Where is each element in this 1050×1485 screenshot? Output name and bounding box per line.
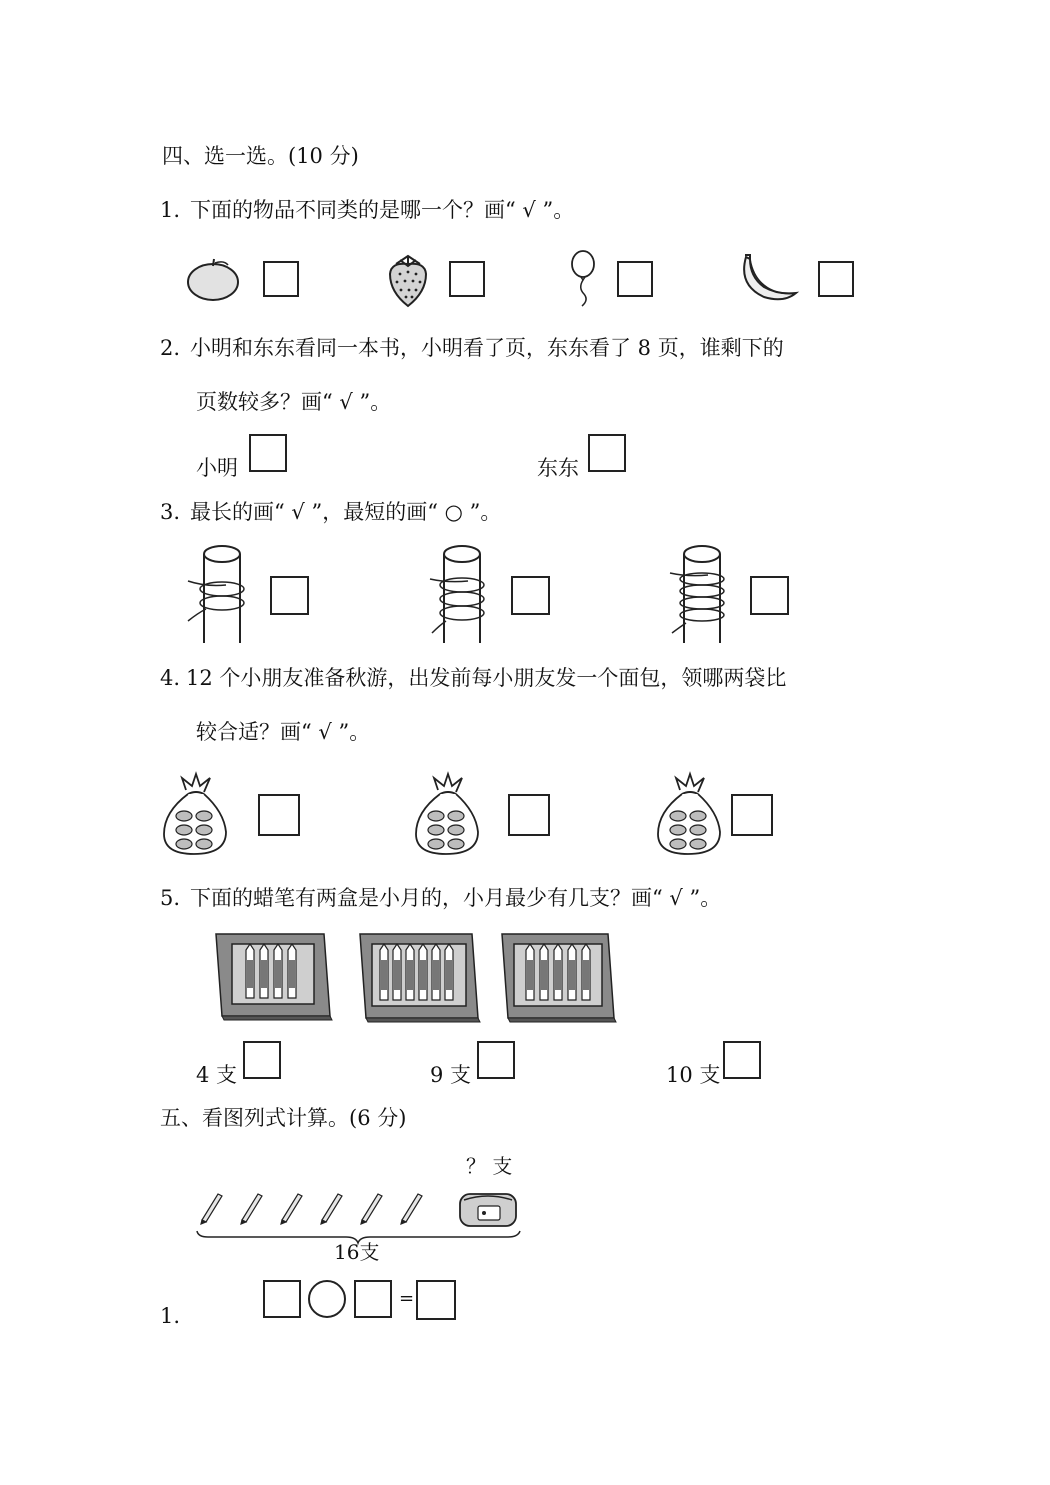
q5-option-4: 4 支 (196, 1063, 238, 1087)
crayon-box-5-icon (500, 932, 618, 1024)
q5-number: 5. (160, 886, 181, 910)
answer-box-2[interactable] (354, 1280, 392, 1318)
q4-checkbox-1[interactable] (258, 794, 300, 836)
q3-number: 3. (160, 500, 181, 524)
q4-checkbox-2[interactable] (508, 794, 550, 836)
section-5-heading: 五、看图列式计算。(6 分) (160, 1106, 407, 1130)
q2-option-dongdong: 东东 (537, 456, 579, 480)
q5-text: 下面的蜡笔有两盒是小月的，小月最少有几支？画“ √ ”。 (190, 886, 722, 910)
section-4-heading: 四、选一选。(10 分) (162, 144, 359, 168)
q4-number: 4. (160, 666, 181, 690)
s5-q1-number: 1. (160, 1304, 181, 1328)
answer-box-result[interactable] (416, 1280, 456, 1320)
q3-checkbox-1[interactable] (270, 576, 309, 615)
q4-text-line1: 12 个小朋友准备秋游，出发前每小朋友发一个面包，领哪两袋比 (186, 666, 787, 690)
q1-checkbox-balloon[interactable] (617, 261, 653, 297)
crayon-box-6-icon (358, 932, 482, 1024)
cylinder-2-wraps-icon (186, 543, 250, 645)
bread-bag-icon (654, 772, 724, 858)
q5-option-9: 9 支 (430, 1063, 472, 1087)
q5-option-10: 10 支 (666, 1063, 721, 1087)
q1-text: 下面的物品不同类的是哪一个？画“ √ ”。 (190, 198, 575, 222)
cylinder-4-wraps-icon (668, 543, 732, 645)
q5-checkbox-10[interactable] (723, 1041, 761, 1079)
bread-bag-icon (412, 772, 482, 858)
q2-text-line2: 页数较多？画“ √ ”。 (196, 390, 392, 414)
cylinder-3-wraps-icon (428, 543, 492, 645)
q2-option-xiaoming: 小明 (196, 456, 238, 480)
question-mark-label: ？ 支 (466, 1154, 513, 1178)
q2-number: 2. (160, 336, 181, 360)
q2-text-line1: 小明和东东看同一本书，小明看了页，东东看了 8 页，谁剩下的 (190, 336, 784, 360)
pencil-row-icon (196, 1190, 436, 1224)
q1-checkbox-apple[interactable] (263, 261, 299, 297)
q4-checkbox-3[interactable] (731, 794, 773, 836)
q2-checkbox-dongdong[interactable] (588, 434, 626, 472)
operator-circle[interactable] (308, 1280, 346, 1318)
pencil-case-icon (456, 1188, 522, 1232)
answer-box-1[interactable] (263, 1280, 301, 1318)
q1-checkbox-strawberry[interactable] (449, 261, 485, 297)
crayon-box-4-icon (214, 932, 334, 1022)
bread-bag-icon (160, 772, 230, 858)
q4-text-line2: 较合适？画“ √ ”。 (196, 720, 371, 744)
q3-checkbox-2[interactable] (511, 576, 550, 615)
q5-checkbox-4[interactable] (243, 1041, 281, 1079)
q1-number: 1. (160, 198, 181, 222)
strawberry-icon (384, 250, 432, 308)
apple-icon (186, 256, 244, 302)
equals-sign: = (399, 1288, 415, 1309)
banana-icon (738, 253, 800, 303)
total-label: 16支 (334, 1240, 380, 1264)
q5-checkbox-9[interactable] (477, 1041, 515, 1079)
balloon-icon (568, 250, 602, 308)
q2-checkbox-xiaoming[interactable] (249, 434, 287, 472)
q3-text: 最长的画“ √ ”，最短的画“ ○ ”。 (190, 500, 502, 524)
q1-checkbox-banana[interactable] (818, 261, 854, 297)
q3-checkbox-3[interactable] (750, 576, 789, 615)
